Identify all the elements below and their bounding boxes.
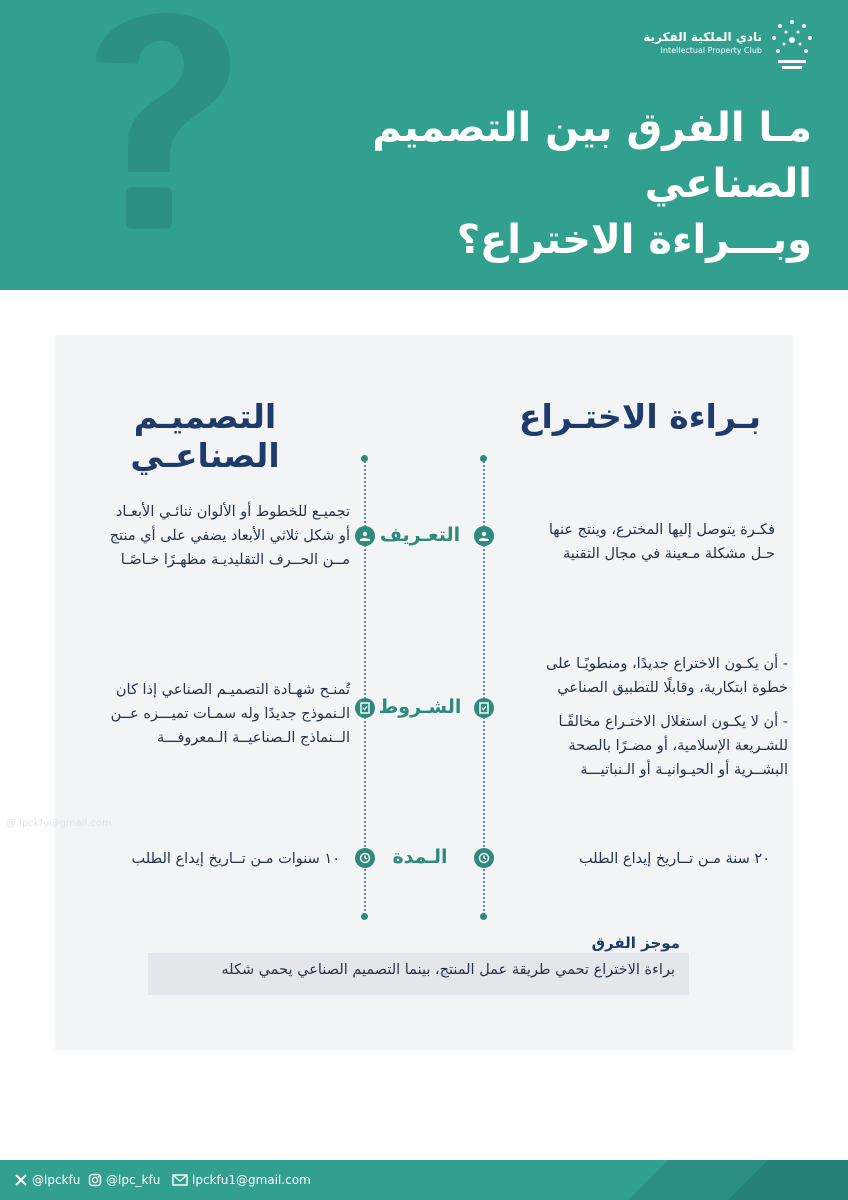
text-line: - أن لا يكـون استغلال الاختـراع مخالفًـا [558, 714, 788, 730]
text-line: حـل مشكلة مـعينة في مجال التقنية [563, 546, 775, 562]
text-line: تجميـع للخطوط أو الألوان ثنائـي الأبعـاد [115, 504, 350, 520]
footer-instagram-link[interactable] [88, 1170, 160, 1190]
watermark: @ lpckfu@gmail.com [6, 818, 112, 829]
page-title [192, 100, 812, 268]
design-duration [60, 847, 340, 871]
document-check-icon [355, 698, 375, 718]
footer-email: lpckfu1@gmail.com [192, 1173, 311, 1187]
footer-email-link[interactable] [172, 1170, 311, 1190]
timeline-dot [480, 913, 487, 920]
clock-icon [355, 848, 375, 868]
row-label-conditions: الشـروط [378, 696, 462, 718]
clock-icon [474, 848, 494, 868]
logo-name-en: Intellectual Property Club [660, 46, 762, 55]
logo-name-ar: نادي الملكية الفكرية [643, 30, 762, 44]
patent-conditions [500, 652, 788, 782]
design-column-title: التصميـم الصناعـي [130, 397, 280, 475]
text-line: ٢٠ سنة مـن تــاريخ إيداع الطلب [578, 851, 770, 867]
club-emblem-icon [762, 14, 822, 76]
row-label-definition: التعـريف [379, 524, 461, 546]
summary-text: براءة الاختراع تحمي طريقة عمل المنتج، بينما التصميم الصناعي يحمي شكله [221, 962, 675, 978]
summary-label: موجز الفرق [591, 934, 680, 952]
x-logo-icon [14, 1173, 28, 1187]
patent-definition [500, 518, 775, 566]
hand-coin-icon [355, 526, 375, 546]
text-line: أو شكل ثلاثي الأبعاد يضفي على أي منتج [109, 528, 350, 544]
footer-x-handle: @lpckfu [32, 1173, 81, 1187]
hand-coin-icon [474, 526, 494, 546]
summary-box [148, 953, 689, 995]
timeline-dot [361, 455, 368, 462]
logo-text [643, 30, 762, 55]
text-line: الـنموذج جديدًا وله سمـات تميـــزه عــن [110, 706, 350, 722]
patent-column-title: بـراءة الاختـراع [518, 397, 762, 436]
text-line: للشـريعة الإسلامية، أو مضـرًا بالصحة [568, 738, 788, 754]
patent-duration [500, 847, 770, 871]
text-line: فكـرة يتوصل إليها المخترع، وينتج عنها [548, 522, 775, 538]
timeline-dot [361, 913, 368, 920]
document-check-icon [474, 698, 494, 718]
header-banner [0, 0, 848, 290]
instagram-icon [88, 1173, 102, 1187]
email-icon [172, 1173, 188, 1187]
club-logo [622, 14, 822, 74]
footer-x-link[interactable] [14, 1170, 80, 1190]
text-line: مــن الحــرف التقليديـة مظهـرًا خـاصًـا [120, 552, 350, 568]
footer [0, 1160, 848, 1200]
title-line-1: مـا الفرق بين التصميم الصناعي [372, 105, 812, 207]
footer-instagram-handle: @lpc_kfu [106, 1173, 161, 1187]
timeline-dot [480, 455, 487, 462]
design-definition [60, 500, 350, 572]
title-line-2: وبـــراءة الاختراع؟ [456, 217, 812, 263]
text-line: البشــرية أو الحيـوانيـة أو الـنباتيـــة [580, 762, 788, 778]
footer-decoration [428, 1160, 848, 1200]
text-line: - أن يكـون الاختراع جديدًا، ومنطويًـا على [545, 656, 788, 672]
text-line: خطوة ابتكارية، وقابلًا للتطبيق الصناعي [557, 680, 788, 696]
text-line: ١٠ سنوات مـن تــاريخ إيداع الطلب [131, 851, 340, 867]
text-line: الــنماذج الـصناعيــة الـمعروفـــة [156, 730, 350, 746]
text-line: تُمنـح شهـادة التصميـم الصناعي إذا كان [115, 682, 350, 698]
row-label-duration: الـمدة [392, 846, 448, 868]
design-conditions [60, 678, 350, 750]
